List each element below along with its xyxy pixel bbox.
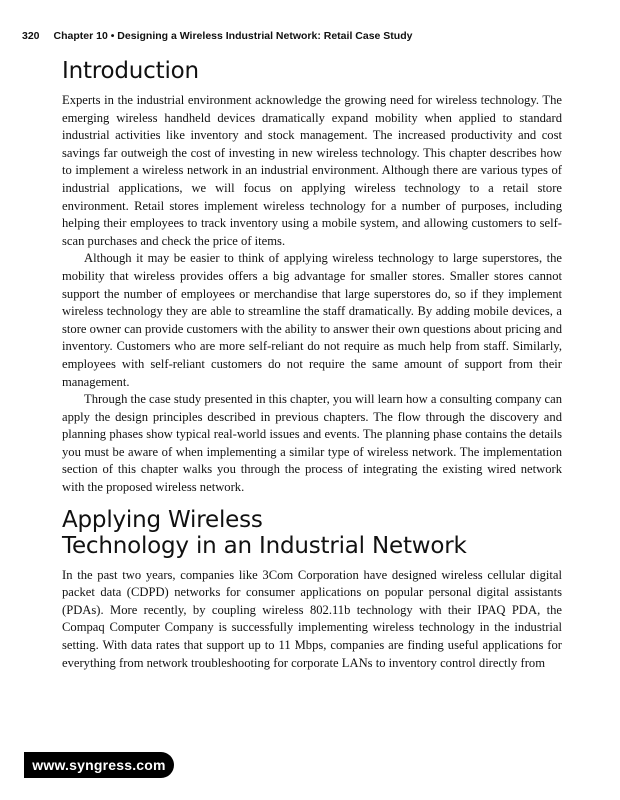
applying-wireless-heading [62,507,562,559]
page-body [62,58,562,672]
heading-line-2: Technology in an Industrial Network [62,532,467,559]
intro-paragraph-1: Experts in the industrial environment acknowledge the growing need for wireless technology. The emerging wireless handheld devices dramatically expand mobility when applied to standard industrial activities like inventory and stock management. The increased productivity and cost savings far outweigh the cost of investing in new wireless technology. This chapter describes how to implement a wireless network in an industrial environment. Although there are various types of industrial applications, we will focus on applying wireless technology to a retail store environment. Retail stores implement wireless technology for a number of purposes, including helping their employees to track inventory using a mobile system, and allowing customers to self-scan purchases and check the price of items. [62,93,562,248]
heading-line-1: Applying Wireless [62,506,263,533]
intro-paragraph-2: Although it may be easier to think of applying wireless technology to large superstores, the mobility that wireless provides offers a big advantage for smaller stores. Smaller stores cannot support the number of employees or merchandise that large superstores do, so if they implement wireless technology they are able to streamline the staff dramatically. By adding mobile devices, a store owner can provide customers with the ability to answer their own questions about pricing and inventory. Customers who are more self-reliant do not require as much help from staff. Similarly, employees with self-reliant customers do not require the same amount of support from their management. [62,251,562,389]
page-number: 320 [22,30,40,42]
introduction-heading: Introduction [62,58,199,84]
running-header [22,30,412,42]
chapter-title: Chapter 10 • Designing a Wireless Industrial Network: Retail Case Study [53,30,413,42]
applying-paragraph-1: In the past two years, companies like 3Com Corporation have designed wireless cellular digital packet data (CDPD) networks for consumer applications on popular personal digital assistants (PDAs). More recently, by coupling wireless 802.11b technology with their IPAQ PDA, the Compaq Computer Company is successfully implementing wireless technology in the industrial setting. With data rates that support up to 11 Mbps, companies are finding useful applications for everything from network troubleshooting for corporate LANs to inventory control directly from [62,567,562,670]
syngress-url-link[interactable]: www.syngress.com [24,752,174,778]
intro-paragraph-3: Through the case study presented in this chapter, you will learn how a consulting company can apply the design principles described in previous chapters. The flow through the discovery and planning phases show typical real-world issues and events. The planning phase contains the details you must be aware of when implementing a similar type of wireless network. The implementation section of this chapter walks you through the process of integrating the existing wired network with the proposed wireless network. [62,392,562,495]
